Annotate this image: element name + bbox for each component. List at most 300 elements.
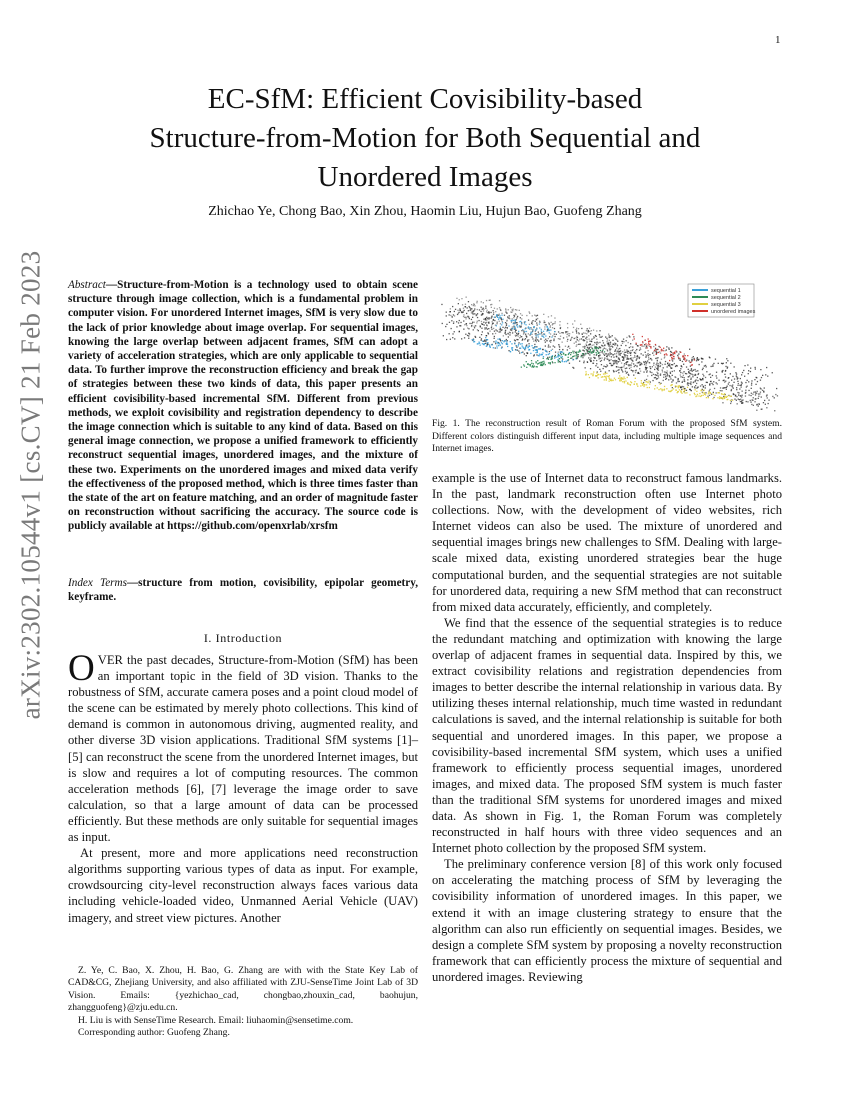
point <box>694 394 695 395</box>
point <box>648 357 649 358</box>
point <box>543 361 544 362</box>
point <box>636 360 637 361</box>
point <box>527 353 528 354</box>
point <box>737 381 738 382</box>
point <box>496 345 497 346</box>
point <box>635 378 636 379</box>
point <box>694 359 695 360</box>
point <box>618 361 619 362</box>
point <box>534 326 535 327</box>
point <box>671 368 672 369</box>
point <box>776 388 777 389</box>
point <box>687 387 688 388</box>
point <box>508 336 509 337</box>
point <box>755 384 756 385</box>
point <box>502 322 503 323</box>
point <box>549 340 550 341</box>
point <box>581 356 582 357</box>
point <box>493 310 494 311</box>
point <box>599 336 600 337</box>
point <box>653 351 654 352</box>
point <box>462 304 463 305</box>
point <box>512 318 513 319</box>
point <box>705 377 706 378</box>
index-terms-label: Index Terms <box>68 577 127 589</box>
point <box>558 338 559 339</box>
point <box>754 379 755 380</box>
point <box>499 338 500 339</box>
point <box>751 380 752 381</box>
point <box>607 339 608 340</box>
point <box>759 393 760 394</box>
point <box>546 351 547 352</box>
intro-paragraph: The preliminary conference version [8] of this work only focused on accelerating the matching process of SfM by leveraging the covisibility information of unordered images. In this paper, we extend it with an image clustering strategy to ensure that the algorithm can also run efficiently on sequential images. Besides, we design a complete SfM system by proposing a novelty reconstruction framework that can efficiently process the mixture of sequential and unordered images. Reviewing <box>432 857 782 984</box>
point <box>629 352 630 353</box>
point <box>621 380 622 381</box>
point <box>485 337 486 338</box>
point <box>703 395 704 396</box>
point <box>522 345 523 346</box>
point <box>630 367 631 368</box>
point <box>616 347 617 348</box>
point <box>522 352 523 353</box>
point <box>542 352 543 353</box>
point <box>731 396 732 397</box>
point <box>481 307 482 308</box>
point <box>636 366 637 367</box>
point <box>745 392 746 393</box>
point <box>514 319 515 320</box>
point <box>561 332 562 333</box>
point <box>705 394 706 395</box>
point <box>570 340 571 341</box>
point <box>476 322 477 323</box>
point <box>493 341 494 342</box>
point <box>681 366 682 367</box>
point <box>485 308 486 309</box>
point <box>616 366 617 367</box>
point <box>683 357 684 358</box>
point <box>701 361 702 362</box>
point <box>580 351 581 352</box>
point <box>645 369 646 370</box>
point <box>666 354 667 355</box>
point <box>645 352 646 353</box>
point <box>473 341 474 342</box>
point <box>600 350 601 351</box>
point <box>699 393 700 394</box>
point <box>522 329 523 330</box>
point <box>588 331 589 332</box>
point <box>477 317 478 318</box>
point <box>559 346 560 347</box>
point <box>548 346 549 347</box>
point <box>702 392 703 393</box>
point <box>722 402 723 403</box>
point <box>633 375 634 376</box>
point <box>539 333 540 334</box>
point <box>465 334 466 335</box>
point <box>740 401 741 402</box>
point <box>651 372 652 373</box>
point <box>705 387 706 388</box>
point <box>470 309 471 310</box>
point <box>744 365 745 366</box>
point <box>760 392 761 393</box>
point <box>554 358 555 359</box>
point <box>727 360 728 361</box>
point <box>511 343 512 344</box>
point <box>737 378 738 379</box>
point <box>627 372 628 373</box>
point <box>501 313 502 314</box>
point <box>466 313 467 314</box>
author-list: Zhichao Ye, Chong Bao, Xin Zhou, Haomin Liu, Hujun Bao, Guofeng Zhang <box>208 204 642 219</box>
point <box>625 380 626 381</box>
point <box>733 382 734 383</box>
dropcap-letter: O <box>68 648 95 689</box>
point <box>620 377 621 378</box>
point <box>716 375 717 376</box>
point <box>682 386 683 387</box>
point <box>692 374 693 375</box>
point <box>619 351 620 352</box>
point <box>471 323 472 324</box>
point <box>761 396 762 397</box>
point <box>632 350 633 351</box>
point <box>588 357 589 358</box>
point <box>514 342 515 343</box>
point <box>615 379 616 380</box>
point <box>657 360 658 361</box>
point <box>729 385 730 386</box>
point <box>658 370 659 371</box>
point <box>497 308 498 309</box>
point <box>600 371 601 372</box>
point <box>713 397 714 398</box>
point <box>767 376 768 377</box>
point <box>580 344 581 345</box>
point <box>496 314 497 315</box>
point <box>684 359 685 360</box>
point <box>631 352 632 353</box>
point <box>475 325 476 326</box>
point <box>741 374 742 375</box>
point <box>483 322 484 323</box>
point <box>634 381 635 382</box>
point <box>612 340 613 341</box>
point <box>730 363 731 364</box>
point <box>568 357 569 358</box>
point <box>486 317 487 318</box>
point <box>555 321 556 322</box>
point <box>597 347 598 348</box>
point <box>664 374 665 375</box>
point <box>633 370 634 371</box>
point <box>583 362 584 363</box>
point <box>476 314 477 315</box>
point <box>592 345 593 346</box>
point <box>608 342 609 343</box>
point <box>736 396 737 397</box>
point <box>547 327 548 328</box>
point <box>600 374 601 375</box>
point <box>678 353 679 354</box>
point <box>589 341 590 342</box>
point <box>486 300 487 301</box>
point <box>724 398 725 399</box>
point <box>609 370 610 371</box>
point <box>737 403 738 404</box>
point <box>562 360 563 361</box>
point <box>646 362 647 363</box>
point <box>685 355 686 356</box>
point <box>650 372 651 373</box>
point <box>497 343 498 344</box>
point <box>533 329 534 330</box>
point <box>653 346 654 347</box>
point <box>552 324 553 325</box>
point <box>586 328 587 329</box>
point <box>623 341 624 342</box>
arxiv-stamp <box>6 250 56 720</box>
title-line: EC-SfM: Efficient Covisibility-based <box>207 83 643 115</box>
point <box>731 401 732 402</box>
point <box>494 320 495 321</box>
point <box>761 409 762 410</box>
point <box>678 378 679 379</box>
point <box>588 335 589 336</box>
point <box>484 327 485 328</box>
point <box>731 380 732 381</box>
point <box>536 354 537 355</box>
point <box>484 319 485 320</box>
point <box>751 384 752 385</box>
point <box>653 355 654 356</box>
point <box>598 357 599 358</box>
point <box>474 326 475 327</box>
point <box>755 394 756 395</box>
point <box>524 348 525 349</box>
point <box>599 346 600 347</box>
point <box>515 330 516 331</box>
point <box>716 372 717 373</box>
point <box>613 357 614 358</box>
point <box>681 389 682 390</box>
point <box>664 354 665 355</box>
point <box>526 361 527 362</box>
point <box>602 351 603 352</box>
point <box>668 364 669 365</box>
point <box>624 365 625 366</box>
point <box>585 374 586 375</box>
point <box>670 354 671 355</box>
point <box>512 332 513 333</box>
point <box>696 383 697 384</box>
point <box>562 358 563 359</box>
point <box>490 347 491 348</box>
point <box>662 389 663 390</box>
point <box>617 351 618 352</box>
point <box>693 382 694 383</box>
point <box>614 360 615 361</box>
point <box>593 360 594 361</box>
point <box>526 367 527 368</box>
point <box>679 389 680 390</box>
point <box>486 339 487 340</box>
point <box>572 332 573 333</box>
point <box>460 310 461 311</box>
point <box>540 362 541 363</box>
point <box>734 399 735 400</box>
point <box>475 336 476 337</box>
point <box>707 382 708 383</box>
point <box>699 378 700 379</box>
point <box>581 338 582 339</box>
point <box>551 350 552 351</box>
point <box>740 399 741 400</box>
point <box>533 355 534 356</box>
point <box>752 400 753 401</box>
point <box>619 380 620 381</box>
point <box>658 377 659 378</box>
point <box>485 306 486 307</box>
point <box>569 348 570 349</box>
point <box>539 321 540 322</box>
point <box>775 394 776 395</box>
point <box>722 370 723 371</box>
point <box>588 353 589 354</box>
point <box>482 341 483 342</box>
point <box>576 328 577 329</box>
point <box>755 367 756 368</box>
point <box>747 380 748 381</box>
point <box>484 324 485 325</box>
point <box>453 321 454 322</box>
point <box>635 353 636 354</box>
point <box>652 366 653 367</box>
point <box>694 393 695 394</box>
point <box>603 342 604 343</box>
point <box>648 343 649 344</box>
point <box>586 345 587 346</box>
point <box>613 370 614 371</box>
point <box>730 403 731 404</box>
point <box>760 380 761 381</box>
point <box>606 338 607 339</box>
point <box>630 384 631 385</box>
point <box>753 405 754 406</box>
point <box>522 343 523 344</box>
point <box>727 399 728 400</box>
point <box>529 311 530 312</box>
point <box>529 364 530 365</box>
point <box>713 392 714 393</box>
point <box>546 358 547 359</box>
arxiv-stamp-text: arXiv:2302.10544v1 [cs.CV] 21 Feb 2023 <box>15 250 46 720</box>
point <box>708 391 709 392</box>
point <box>763 402 764 403</box>
point <box>703 386 704 387</box>
point <box>524 366 525 367</box>
point <box>648 338 649 339</box>
point <box>460 322 461 323</box>
point <box>623 359 624 360</box>
point <box>505 332 506 333</box>
point <box>751 388 752 389</box>
point <box>536 328 537 329</box>
point <box>549 336 550 337</box>
point <box>554 323 555 324</box>
point <box>684 353 685 354</box>
point <box>628 365 629 366</box>
point <box>487 329 488 330</box>
point <box>630 365 631 366</box>
point <box>536 322 537 323</box>
point <box>474 327 475 328</box>
point <box>487 325 488 326</box>
point <box>660 388 661 389</box>
point <box>622 381 623 382</box>
point <box>683 375 684 376</box>
point <box>591 341 592 342</box>
point <box>655 366 656 367</box>
point <box>618 372 619 373</box>
point <box>452 306 453 307</box>
point <box>531 345 532 346</box>
point <box>625 371 626 372</box>
point <box>482 313 483 314</box>
point <box>680 352 681 353</box>
point <box>464 324 465 325</box>
point <box>761 377 762 378</box>
point <box>461 311 462 312</box>
point <box>651 359 652 360</box>
point <box>609 350 610 351</box>
point <box>593 344 594 345</box>
point <box>459 308 460 309</box>
point <box>554 328 555 329</box>
point <box>572 359 573 360</box>
point <box>454 311 455 312</box>
point <box>610 342 611 343</box>
point <box>612 380 613 381</box>
point <box>541 364 542 365</box>
point <box>652 353 653 354</box>
point <box>508 309 509 310</box>
point <box>449 333 450 334</box>
point <box>705 365 706 366</box>
point <box>700 396 701 397</box>
point <box>767 397 768 398</box>
point <box>505 322 506 323</box>
point <box>757 391 758 392</box>
point <box>509 318 510 319</box>
point <box>641 363 642 364</box>
point <box>507 346 508 347</box>
point <box>567 349 568 350</box>
point <box>643 355 644 356</box>
point <box>530 353 531 354</box>
point <box>689 360 690 361</box>
point <box>543 364 544 365</box>
point <box>620 379 621 380</box>
point <box>568 354 569 355</box>
point <box>539 327 540 328</box>
point <box>587 362 588 363</box>
point <box>499 315 500 316</box>
point <box>463 308 464 309</box>
